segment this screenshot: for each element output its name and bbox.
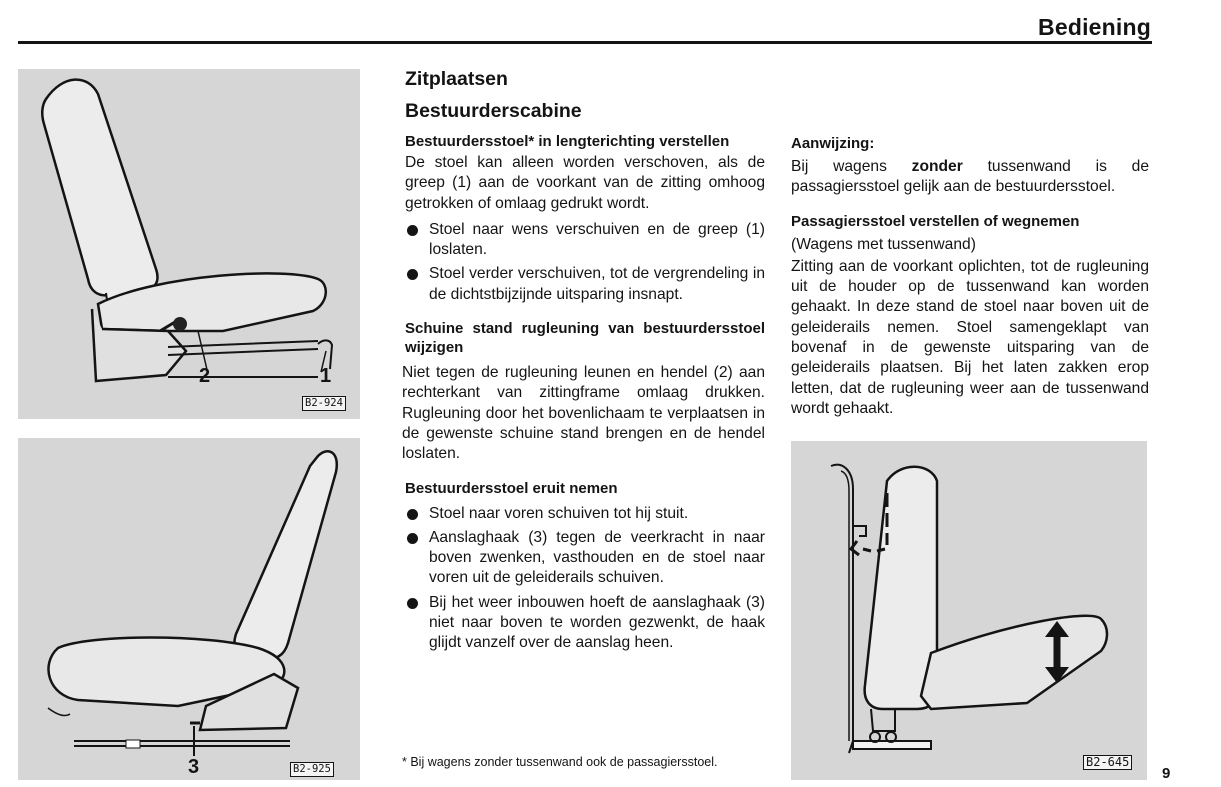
figure-label: B2-645 [1083,755,1132,770]
bullet-list-lengthwise [405,220,765,305]
note-body [791,157,1149,198]
figure-passenger-seat [791,441,1147,780]
callout-1: 1 [320,365,332,387]
section-body-lengthwise: De stoel kan alleen worden verschoven, als de greep (1) aan de voorkant van de zitting omhoog getrokken of omlaag gedrukt wordt. [405,154,765,212]
list-item: Stoel naar voren schuiven tot hij stuit. [405,504,765,524]
section-title: Bediening [1038,14,1151,40]
header-rule [18,41,1152,44]
note-body-start: Bij wagens [791,158,912,175]
right-column [791,134,1149,419]
callout-2: 2 [199,365,211,387]
seat-illustration-3 [791,441,1147,780]
page-number: 9 [1162,765,1171,782]
seat-illustration-1 [18,69,360,419]
section-title-removal: Bestuurdersstoel eruit nemen [405,479,618,497]
figure-seat-adjustment [18,69,360,419]
list-item: Stoel verder verschuiven, tot de vergrendeling in de dichtstbijzijnde uitsparing insnapt. [405,264,765,305]
note-title: Aanwijzing: [791,135,875,152]
section-subtitle-passenger: (Wagens met tussenwand) [791,235,976,253]
list-item: Stoel naar wens verschuiven en de greep (1) loslaten. [405,220,765,261]
list-item: Bij het weer inbouwen hoeft de aanslaghaak (3) niet naar boven te worden gezwenkt, de haak glijdt vanzelf over de aanslag heen. [405,593,765,654]
bullet-list-removal [405,504,765,654]
figure-label: B2-925 [290,762,334,777]
section-body-backrest: Niet tegen de rugleuning leunen en hendel (2) aan rechterkant van zittingframe omlaag drukken. Rugleuning door het bovenlichaam te verplaatsen in de gewenste schuine stand brengen en de hendel loslaten. [402,364,765,463]
heading-zitplaatsen: Zitplaatsen [405,68,508,90]
heading-bestuurderscabine: Bestuurderscabine [405,100,582,122]
section-title-lengthwise: Bestuurdersstoel* in lengterichting verstellen [405,133,730,150]
footnote: * Bij wagens zonder tussenwand ook de passagiersstoel. [402,755,718,769]
figure-label: B2-924 [302,396,346,411]
list-item: Aanslaghaak (3) tegen de veerkracht in naar boven zwenken, vasthouden en de stoel naar voren uit de geleiderails schuiven. [405,528,765,589]
figure-seat-removal [18,438,360,780]
section-title-passenger: Passagiersstoel verstellen of wegnemen [791,212,1080,230]
section-title-backrest: Schuine stand rugleuning van bestuurdersstoel wijzigen [405,320,765,357]
middle-column [402,66,765,654]
seat-illustration-2 [18,438,360,780]
note-body-emphasis: zonder [911,158,963,175]
section-body-passenger: Zitting aan de voorkant oplichten, tot de rugleuning uit de houder op de tussenwand kan worden gehaakt. In deze stand de stoel naar boven uit de geleiderails nemen. Stoel samengeklapt van bovenaf in de gewenste uitsparing van de geleiderails plaatsen. Bij het laten zakken erop letten, dat de rugleuning weer aan de tussenwand wordt gehaakt. [791,257,1149,417]
note-body-end: tussenwand is de passagiersstoel gelijk aan de bestuurdersstoel. [791,158,1150,196]
callout-3: 3 [188,756,200,778]
